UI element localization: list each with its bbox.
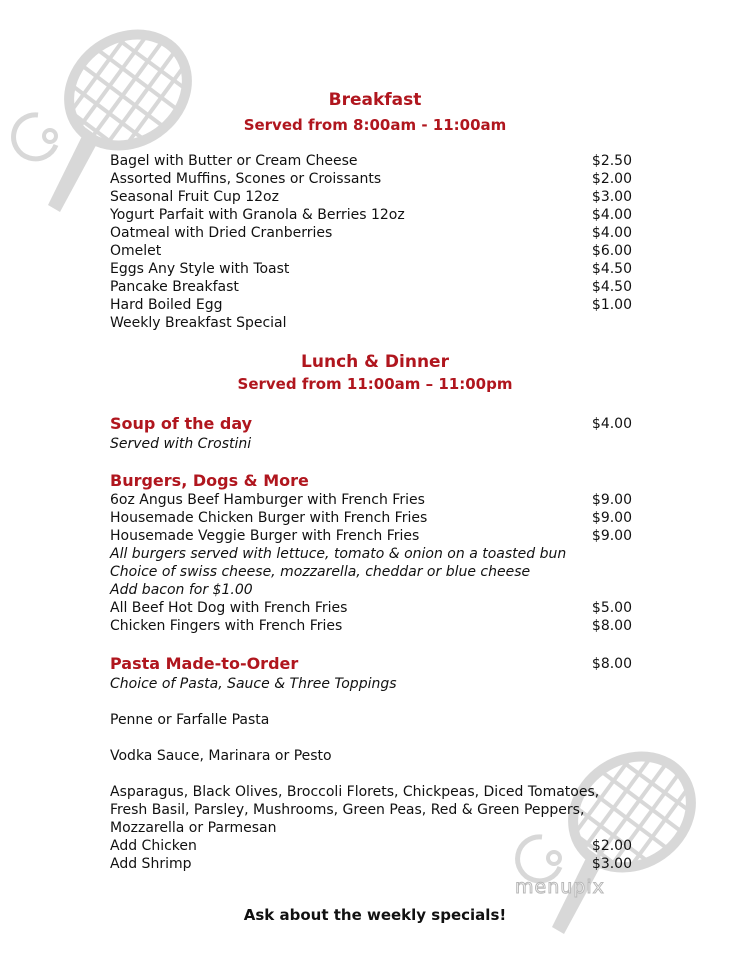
pasta-choices: Penne or Farfalle Pasta [110,712,270,728]
watermark-text: menupix [515,876,605,898]
list-item: Housemade Chicken Burger with French Fries $9.00 [110,510,632,526]
pasta-heading: Pasta Made-to-Order $8.00 [110,654,632,673]
list-item: Omelet $6.00 [110,243,632,259]
topping-choices: Asparagus, Black Olives, Broccoli Florets, Chickpeas, Diced Tomatoes, [110,784,600,800]
list-item: Weekly Breakfast Special [110,315,287,331]
list-item: Oatmeal with Dried Cranberries $4.00 [110,225,632,241]
list-item: Eggs Any Style with Toast $4.50 [110,261,632,277]
list-item: Seasonal Fruit Cup 12oz $3.00 [110,189,632,205]
sauce-choices: Vodka Sauce, Marinara or Pesto [110,748,332,764]
breakfast-subtitle: Served from 8:00am - 11:00am [243,116,507,134]
breakfast-title: Breakfast [328,90,422,110]
lunch-title: Lunch & Dinner [301,352,449,372]
list-item: Add Chicken $2.00 [110,838,632,854]
list-item: Add Shrimp $3.00 [110,856,632,872]
list-item: 6oz Angus Beef Hamburger with French Fries $9.00 [110,492,632,508]
list-item: All Beef Hot Dog with French Fries $5.00 [110,600,632,616]
soup-price: $4.00 [591,416,632,432]
list-item: Bagel with Butter or Cream Cheese $2.50 [110,153,632,169]
soup-heading: Soup of the day $4.00 [110,414,632,433]
list-item: Pancake Breakfast $4.50 [110,279,632,295]
footer-note: Ask about the weekly specials! [243,906,507,924]
soup-note: Served with Crostini [110,436,252,452]
burgers-note: All burgers served with lettuce, tomato & onion on a toasted bun [110,546,567,562]
topping-choices: Fresh Basil, Parsley, Mushrooms, Green Peas, Red & Green Peppers, [110,802,585,818]
burgers-heading: Burgers, Dogs & More [110,471,309,490]
list-item: Assorted Muffins, Scones or Croissants $2.00 [110,171,632,187]
burgers-note: Add bacon for $1.00 [110,582,253,598]
list-item: Hard Boiled Egg $1.00 [110,297,632,313]
list-item: Yogurt Parfait with Granola & Berries 12oz $4.00 [110,207,632,223]
topping-choices: Mozzarella or Parmesan [110,820,277,836]
pasta-note: Choice of Pasta, Sauce & Three Toppings [110,676,397,692]
lunch-subtitle: Served from 11:00am – 11:00pm [237,375,513,393]
list-item: Housemade Veggie Burger with French Fries $9.00 [110,528,632,544]
burgers-note: Choice of swiss cheese, mozzarella, cheddar or blue cheese [110,564,531,580]
list-item: Chicken Fingers with French Fries $8.00 [110,618,632,634]
pasta-price: $8.00 [591,656,632,672]
